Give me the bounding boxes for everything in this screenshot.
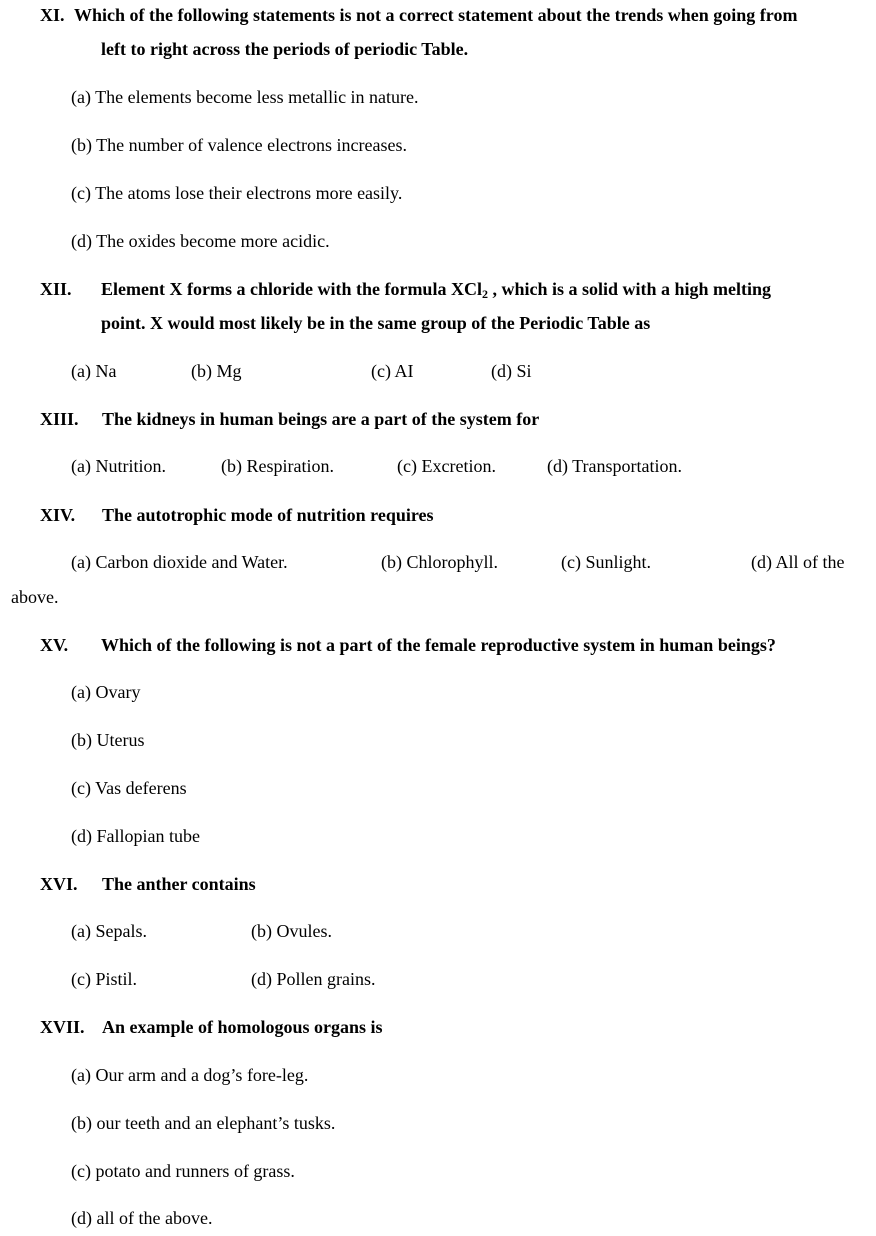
question-number: XVI. [40,874,78,894]
option-d: (d) Fallopian tube [71,826,200,846]
option-d: (d) Si [491,361,532,381]
option-b: (b) The number of valence electrons increases. [71,135,408,155]
question-number: XV. [40,635,69,655]
question-text: left to right across the periods of periodic Table. [101,39,469,59]
option-c: (c) AI [371,361,414,381]
question-number: XIII. [40,409,79,429]
question-number: XIV. [40,505,76,525]
option-b: (b) Respiration. [221,456,334,476]
question-text [101,278,771,300]
option-c: (c) Pistil. [71,969,137,989]
question-text: The anther contains [102,874,256,894]
option-d: (d) All of the [751,552,845,572]
option-a: (a) Our arm and a dog’s fore-leg. [71,1065,309,1085]
option-b: (b) Chlorophyll. [381,552,498,572]
option-a: (a) Sepals. [71,921,147,941]
option-d: (d) Pollen grains. [251,969,376,989]
option-c: (c) Excretion. [397,456,496,476]
option-d: (d) Transportation. [547,456,682,476]
question-text: An example of homologous organs is [102,1017,383,1037]
option-c: (c) Vas deferens [71,778,187,798]
option-b: (b) Ovules. [251,921,332,941]
option-a: (a) Ovary [71,682,141,702]
question-number: XI. [40,5,65,25]
option-d-wrap: above. [11,587,59,607]
question-text-part: Element X forms a chloride with the formula XCl [101,279,482,299]
option-c: (c) Sunlight. [561,552,651,572]
option-a: (a) The elements become less metallic in nature. [71,87,419,107]
option-a: (a) Na [71,361,117,381]
question-text-part: , which is a solid with a high melting [487,279,772,299]
option-b: (b) our teeth and an elephant’s tusks. [71,1113,336,1133]
question-text: Which of the following is not a part of the female reproductive system in human beings? [101,635,776,655]
option-d: (d) The oxides become more acidic. [71,231,330,251]
question-number: XII. [40,279,72,299]
question-number: XVII. [40,1017,85,1037]
option-a: (a) Carbon dioxide and Water. [71,552,288,572]
option-b: (b) Mg [191,361,242,381]
option-c: (c) potato and runners of grass. [71,1161,295,1181]
question-text: point. X would most likely be in the same group of the Periodic Table as [101,313,651,333]
option-d: (d) all of the above. [71,1208,213,1228]
subscript: 2 [481,287,488,301]
option-b: (b) Uterus [71,730,145,750]
option-c: (c) The atoms lose their electrons more easily. [71,183,403,203]
question-text: The kidneys in human beings are a part of the system for [102,409,540,429]
question-text: The autotrophic mode of nutrition requires [102,505,434,525]
question-text: Which of the following statements is not a correct statement about the trends when going from [74,5,798,25]
option-a: (a) Nutrition. [71,456,166,476]
